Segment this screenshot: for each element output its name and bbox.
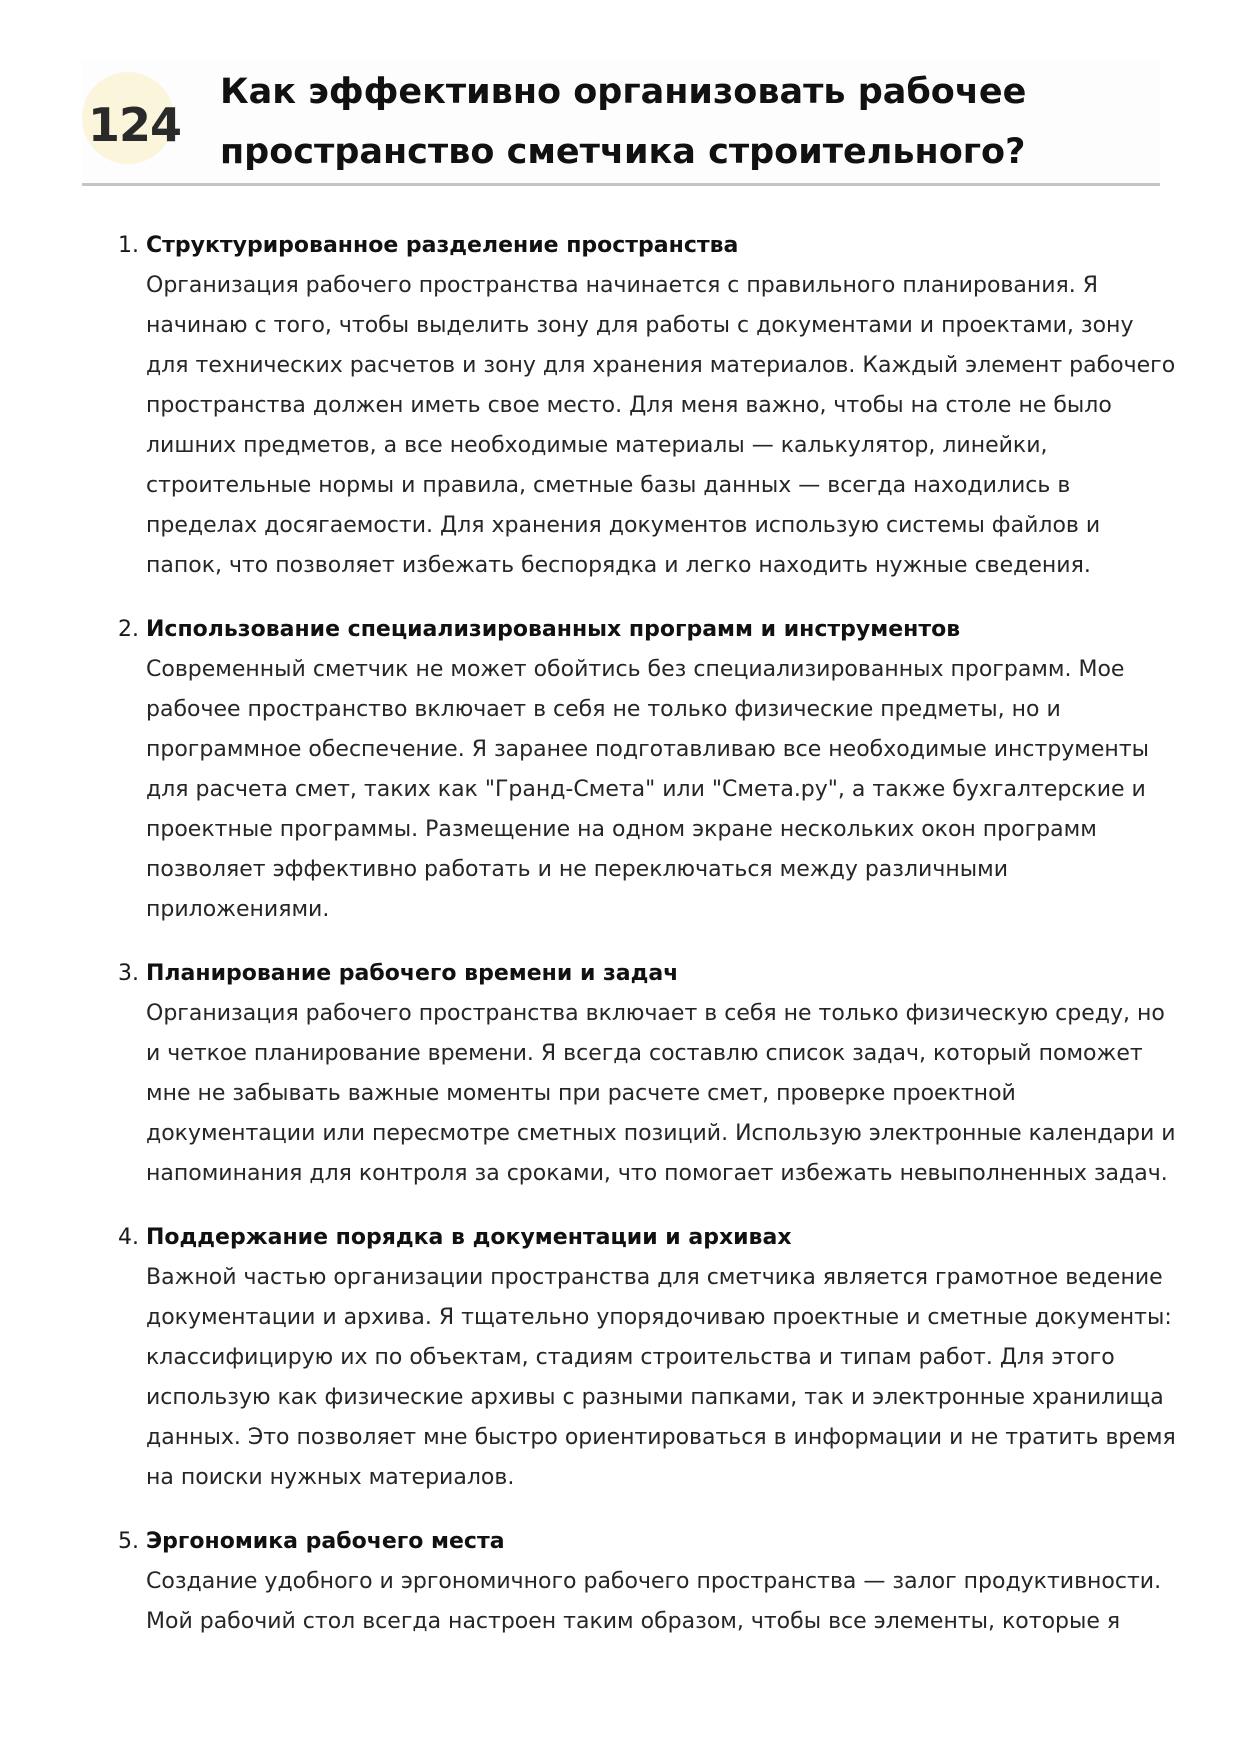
item-paragraph: Современный сметчик не может обойтись без специализированных программ. Мое рабочее пространство включает в себя не только физические предметы, но и программное обеспечение. Я заранее подготавливаю все необходимые инструменты для расчета смет, таких как "Гранд-Смета" или "Смета.ру", а также бухгалтерские и проектные программы. Размещение на одном экране нескольких окон программ позволяет эффективно работать и не переключаться между различными приложениями.	[146, 657, 1149, 922]
list-item	[0, 1218, 1239, 1498]
item-paragraph: Важной частью организации пространства для сметчика является грамотное ведение документации и архива. Я тщательно упорядочиваю проектные и сметные документы: классифицирую их по объектам, стадиям строительства и типам работ. Для этого использую как физические архивы с разными папками, так и электронные хранилища данных. Это позволяет мне быстро ориентироваться в информации и не тратить время на поиски нужных материалов.	[146, 1265, 1176, 1490]
page-number-badge	[82, 72, 182, 164]
item-heading: Поддержание порядка в документации и архивах	[146, 1225, 792, 1250]
item-heading: Использование специализированных программ и инструментов	[146, 617, 961, 642]
page-title: Как эффективно организовать рабочее пространство сметчика строительного?	[220, 72, 1027, 172]
item-heading: Структурированное разделение пространства	[146, 233, 739, 258]
item-heading: Планирование рабочего времени и задач	[146, 961, 679, 986]
item-paragraph: Создание удобного и эргономичного рабочего пространства — залог продуктивности. Мой рабочий стол всегда настроен таким образом, чтобы все элементы, которые я	[146, 1569, 1162, 1634]
item-number: 5.	[118, 1529, 139, 1554]
list-item	[0, 610, 1239, 930]
item-number: 4.	[118, 1225, 139, 1250]
article-body	[0, 226, 1239, 1666]
item-number: 3.	[118, 961, 139, 986]
item-number: 2.	[118, 617, 139, 642]
item-paragraph: Организация рабочего пространства включает в себя не только физическую среду, но и четкое планирование времени. Я всегда составлю список задач, который поможет мне не забывать важные моменты при расчете смет, проверке проектной документации или пересмотре сметных позиций. Использую электронные календари и напоминания для контроля за сроками, что помогает избежать невыполненных задач.	[146, 1001, 1176, 1186]
list-item	[0, 1522, 1239, 1642]
page-number: 124	[88, 98, 182, 152]
list-item	[0, 226, 1239, 586]
item-number: 1.	[118, 233, 139, 258]
item-heading: Эргономика рабочего места	[146, 1529, 505, 1554]
item-paragraph: Организация рабочего пространства начинается с правильного планирования. Я начинаю с того, чтобы выделить зону для работы с документами и проектами, зону для технических расчетов и зону для хранения материалов. Каждый элемент рабочего пространства должен иметь свое место. Для меня важно, чтобы на столе не было лишних предметов, а все необходимые материалы — калькулятор, линейки, строительные нормы и правила, сметные базы данных — всегда находились в пределах досягаемости. Для хранения документов использую системы файлов и папок, что позволяет избежать беспорядка и легко находить нужные сведения.	[146, 273, 1176, 578]
page-header	[82, 60, 1160, 186]
list-item	[0, 954, 1239, 1194]
